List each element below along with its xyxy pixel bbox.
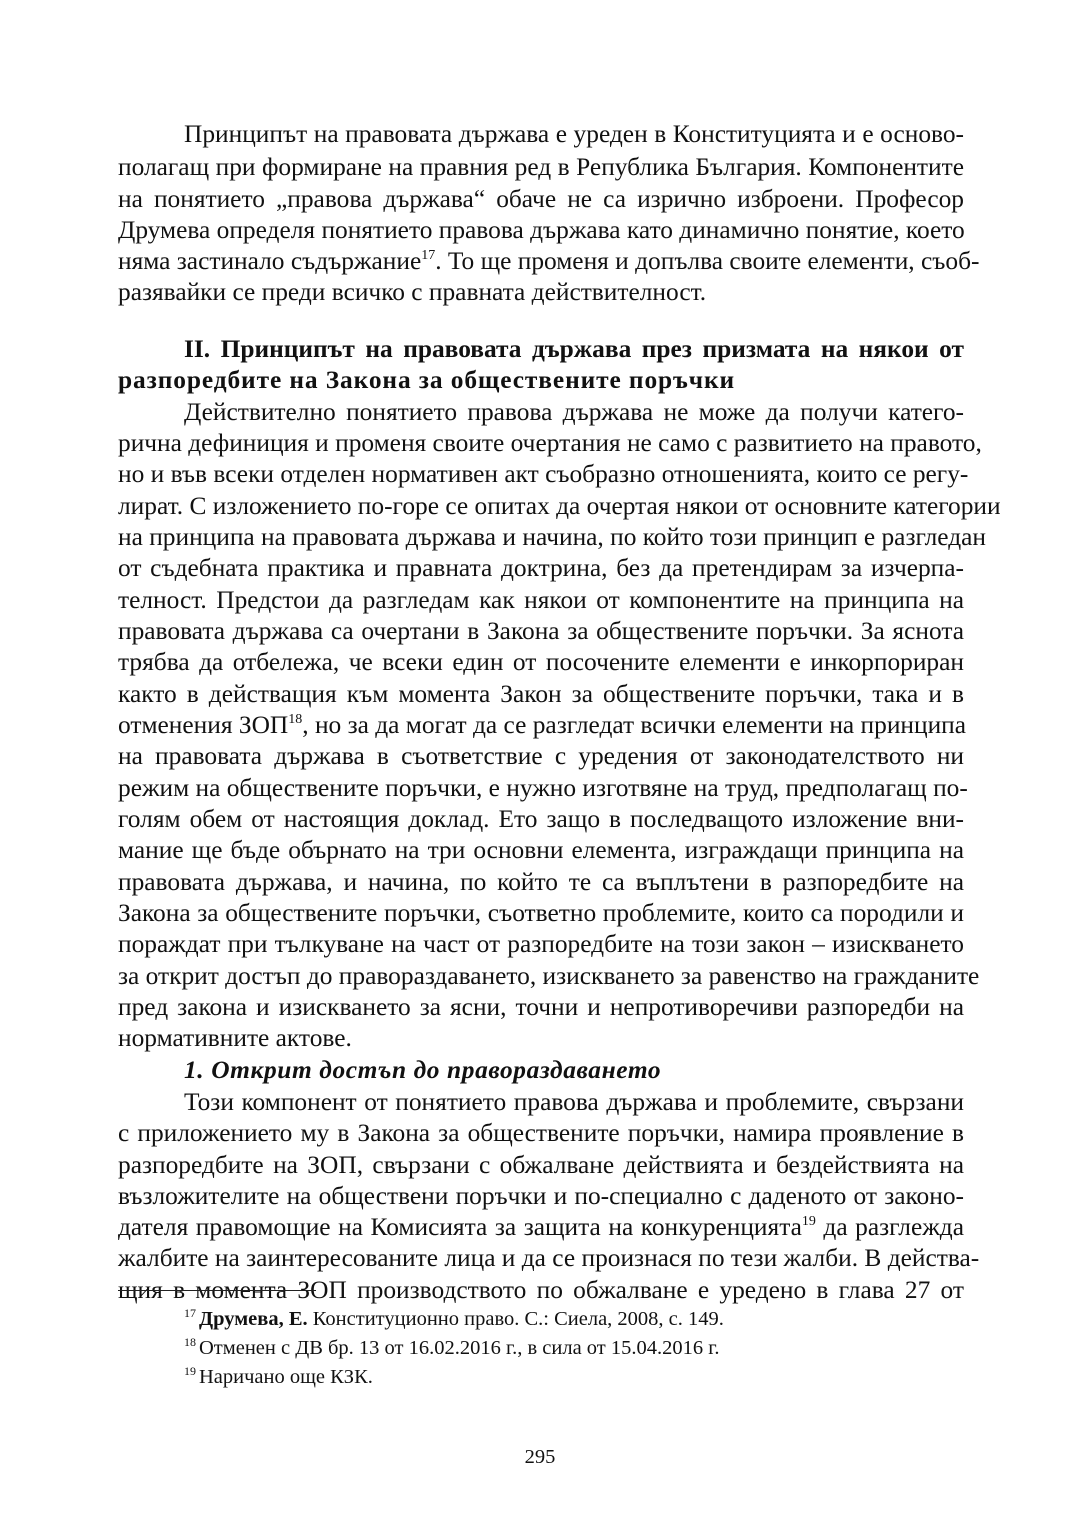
heading-line: разпоредбите на Закона за обществените поръчки — [118, 366, 736, 394]
text-line: но и във всеки отделен нормативен акт съобразно отношенията, които се регу- — [118, 460, 969, 488]
heading-line: II. Принципът на правовата държава през призмата на някои от — [184, 335, 964, 363]
text-line: от съдебната практика и правната доктрина, без да претендирам за изчерпа- — [118, 554, 964, 582]
text-line: режим на обществените поръчки, е нужно изготвяне на труд, предполагащ по- — [118, 774, 968, 802]
text-line: полагащ при формиране на правния ред в Република България. Компонентите — [118, 153, 964, 181]
text-line: на принципа на правовата държава и начина, по който този принцип е разгледан — [118, 523, 986, 551]
text-line: Този компонент от понятието правова държава и проблемите, свързани — [184, 1088, 964, 1116]
footnote-ref: 18 — [288, 712, 303, 727]
text-line: Принципът на правовата държава е уреден в Конституцията и е осново- — [184, 120, 964, 148]
footnote: $^{19}$ Наричано още КЗК. — [184, 1364, 373, 1388]
text-line: възложителите на обществени поръчки и по-специално с даденото от законо- — [118, 1182, 964, 1210]
text-line: щия в момента ЗОП производството по обжалване е уредено в глава 27 от — [118, 1276, 964, 1304]
text-line: рична дефиниция и променя своите очертания не само с развитието на правото, — [118, 429, 982, 457]
text-line: голям обем от настоящия доклад. Ето защо в последващото изложение вни- — [118, 805, 964, 833]
footnote-ref: 17 — [421, 248, 436, 263]
text-line: Друмева определя понятието правова държава като динамично понятие, което — [118, 216, 965, 244]
text-line: нормативните актове. — [118, 1024, 352, 1052]
text-line: пораждат при тълкуване на част от разпоредбите на този закон – изискването — [118, 930, 964, 958]
subsection-heading: 1. Открит достъп до правораздаването — [184, 1056, 662, 1084]
text-line: пред закона и изискването за ясни, точни и непротиворечиви разпоредби на — [118, 993, 964, 1021]
page-number: 295 — [524, 1446, 556, 1468]
text-line: разпоредбите на ЗОП, свързани с обжалване действията и бездействията на — [118, 1151, 964, 1179]
footnote: $^{18}$ Отменен с ДВ бр. 13 от 16.02.2016 г., в сила от 15.04.2016 г. — [184, 1335, 720, 1359]
footnote-ref: 19 — [801, 1214, 816, 1229]
text-line: Действително понятието правова държава не може да получи катего- — [184, 398, 964, 426]
text-line: мание ще бъде обърнато на три основни елемента, изграждащи принципа на — [118, 836, 964, 864]
text-line: на правовата държава в съответствие с уредения от законодателството ни — [118, 742, 964, 770]
text-line: няма застинало съдържание$^{17}$. То ще променя и допълва своите елементи, съоб- — [118, 247, 980, 275]
text-line: правовата държава, и начина, по който те са въплътени в разпоредбите на — [118, 868, 964, 896]
text-line: с приложението му в Закона за обществените поръчки, намира проявление в — [118, 1119, 964, 1147]
text-line: както в действащия към момента Закон за обществените поръчки, така и в — [118, 680, 964, 708]
text-line: Закона за обществените поръчки, съответно проблемите, които са породили и — [118, 899, 964, 927]
text-line: жалбите на заинтересованите лица и да се произнася по тези жалби. В действа- — [118, 1244, 980, 1272]
text-line: дателя правомощие на Комисията за защита на конкуренцията$^{19}$ да разглежда — [118, 1213, 964, 1241]
text-line: телност. Предстои да разгледам как някои от компонентите на принципа на — [118, 586, 964, 614]
text-line: правовата държава са очертани в Закона за обществените поръчки. За яснота — [118, 617, 964, 645]
text-line: на понятието „правова държава“ обаче не са изрично изброени. Професор — [118, 185, 964, 213]
footnote-separator — [118, 1290, 316, 1291]
text-line: трябва да отбележа, че всеки един от посочените елементи е инкорпориран — [118, 648, 964, 676]
text-line: лират. С изложението по-горе се опитах да очертая някои от основните категории — [118, 492, 1001, 520]
text-line: за открит достъп до правораздаването, изискването за равенство на гражданите — [118, 962, 980, 990]
text-line: разявайки се преди всичко с правната действителност. — [118, 278, 707, 306]
footnote: $^{17}$ Друмева, Е. Конституционно право. С.: Сиела, 2008, с. 149. — [184, 1306, 724, 1330]
text-line: отменения ЗОП$^{18}$, но за да могат да се разгледат всички елементи на принципа — [118, 711, 967, 739]
